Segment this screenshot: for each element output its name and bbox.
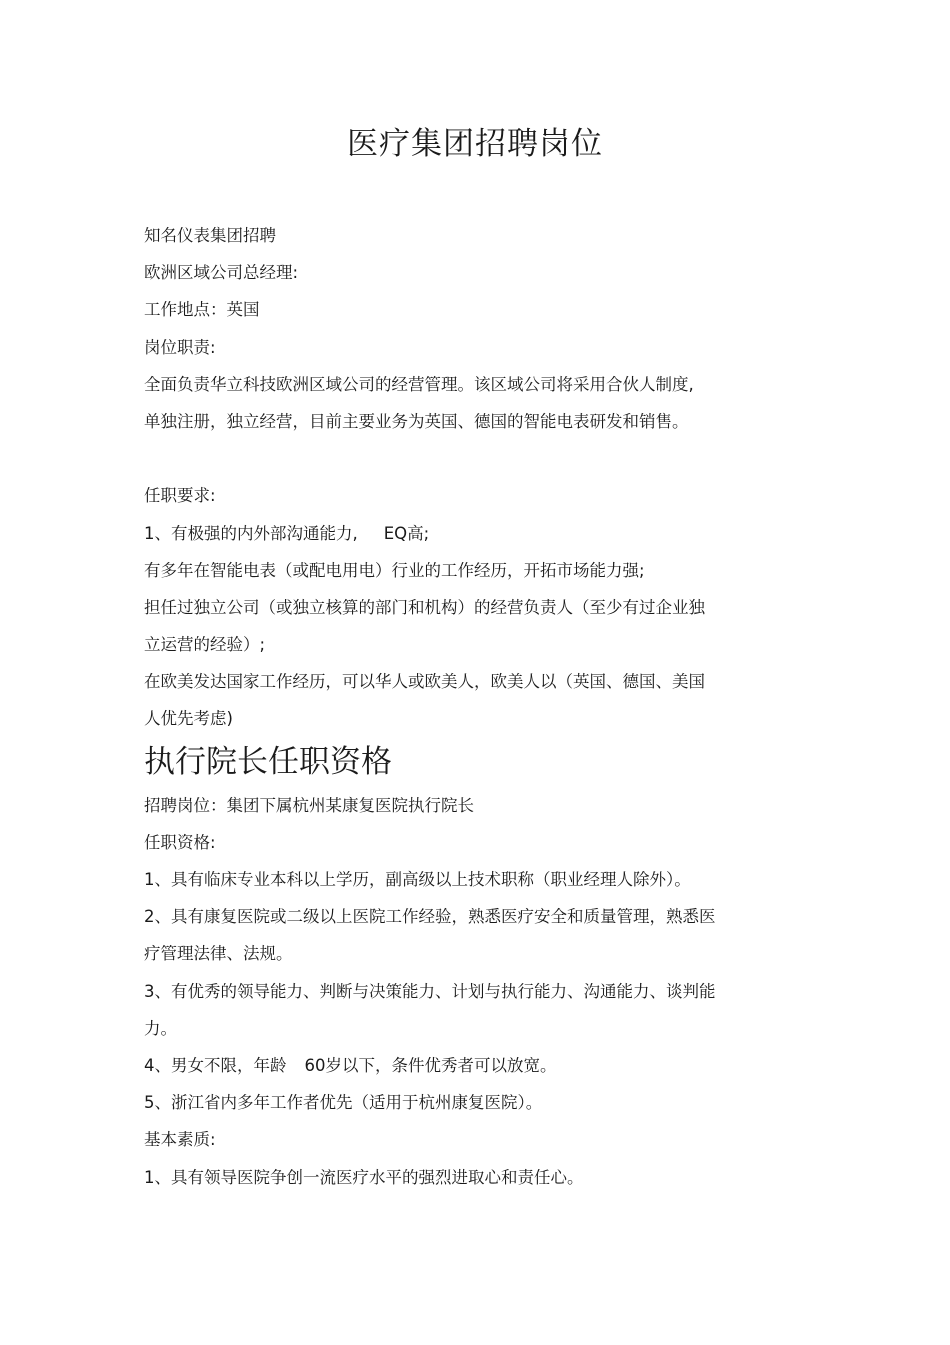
qualification-item: 1、具有临床专业本科以上学历，副高级以上技术职称（职业经理人除外）。 <box>144 870 691 889</box>
duties-label: 岗位职责: <box>144 337 216 357</box>
qualification-item: 2、具有康复医院或二级以上医院工作经验，熟悉医疗安全和质量管理，熟悉医 <box>144 907 716 927</box>
blank-line <box>144 440 784 477</box>
basic-quality-label: 基本素质: <box>144 1130 216 1150</box>
qualifications-label: 任职资格: <box>144 832 216 852</box>
qualification-item: 疗管理法律、法规。 <box>144 944 293 964</box>
requirement-item: 立运营的经验）; <box>144 635 266 655</box>
duties-text-line: 全面负责华立科技欧洲区域公司的经营管理。该区域公司将采用合伙人制度, <box>144 374 694 394</box>
recruitment-section-1 <box>144 217 784 1196</box>
requirement-item: 有多年在智能电表（或配电用电）行业的工作经历，开拓市场能力强; <box>144 560 645 580</box>
location-line: 工作地点：英国 <box>144 300 260 320</box>
requirement-item-text: EQ高; <box>383 523 430 543</box>
requirement-item-text: 1、有极强的内外部沟通能力, <box>144 523 358 543</box>
company-line: 知名仪表集团招聘 <box>144 226 276 245</box>
basic-quality-item: 1、具有领导医院争创一流医疗水平的强烈进取心和责任心。 <box>144 1167 584 1187</box>
requirement-item: 担任过独立公司（或独立核算的部门和机构）的经营负责人（至少有过企业独 <box>144 597 705 617</box>
qualification-item: 力。 <box>144 1018 177 1038</box>
qualification-item: 5、浙江省内多年工作者优先（适用于杭州康复医院）。 <box>144 1093 543 1113</box>
position-line: 欧洲区域公司总经理: <box>144 263 299 283</box>
requirement-item <box>144 515 784 552</box>
qualification-item-text: 60岁以下，条件优秀者可以放宽。 <box>304 1055 557 1075</box>
requirement-item: 在欧美发达国家工作经历，可以华人或欧美人，欧美人以（英国、德国、美国 <box>144 672 705 692</box>
requirement-item: 人优先考虑) <box>144 709 233 729</box>
requirements-label: 任职要求: <box>144 486 216 506</box>
qualification-item <box>144 1047 784 1084</box>
qualification-item: 3、有优秀的领导能力、判断与决策能力、计划与执行能力、沟通能力、谈判能 <box>144 981 716 1001</box>
recruit-position-line: 招聘岗位：集团下属杭州某康复医院执行院长 <box>144 795 474 815</box>
document-title: 医疗集团招聘岗位 <box>347 126 603 162</box>
section-heading: 执行院长任职资格 <box>144 743 392 780</box>
duties-text-line: 单独注册，独立经营，目前主要业务为英国、德国的智能电表研发和销售。 <box>144 411 689 431</box>
qualification-item-text: 4、男女不限，年龄 <box>144 1055 287 1075</box>
